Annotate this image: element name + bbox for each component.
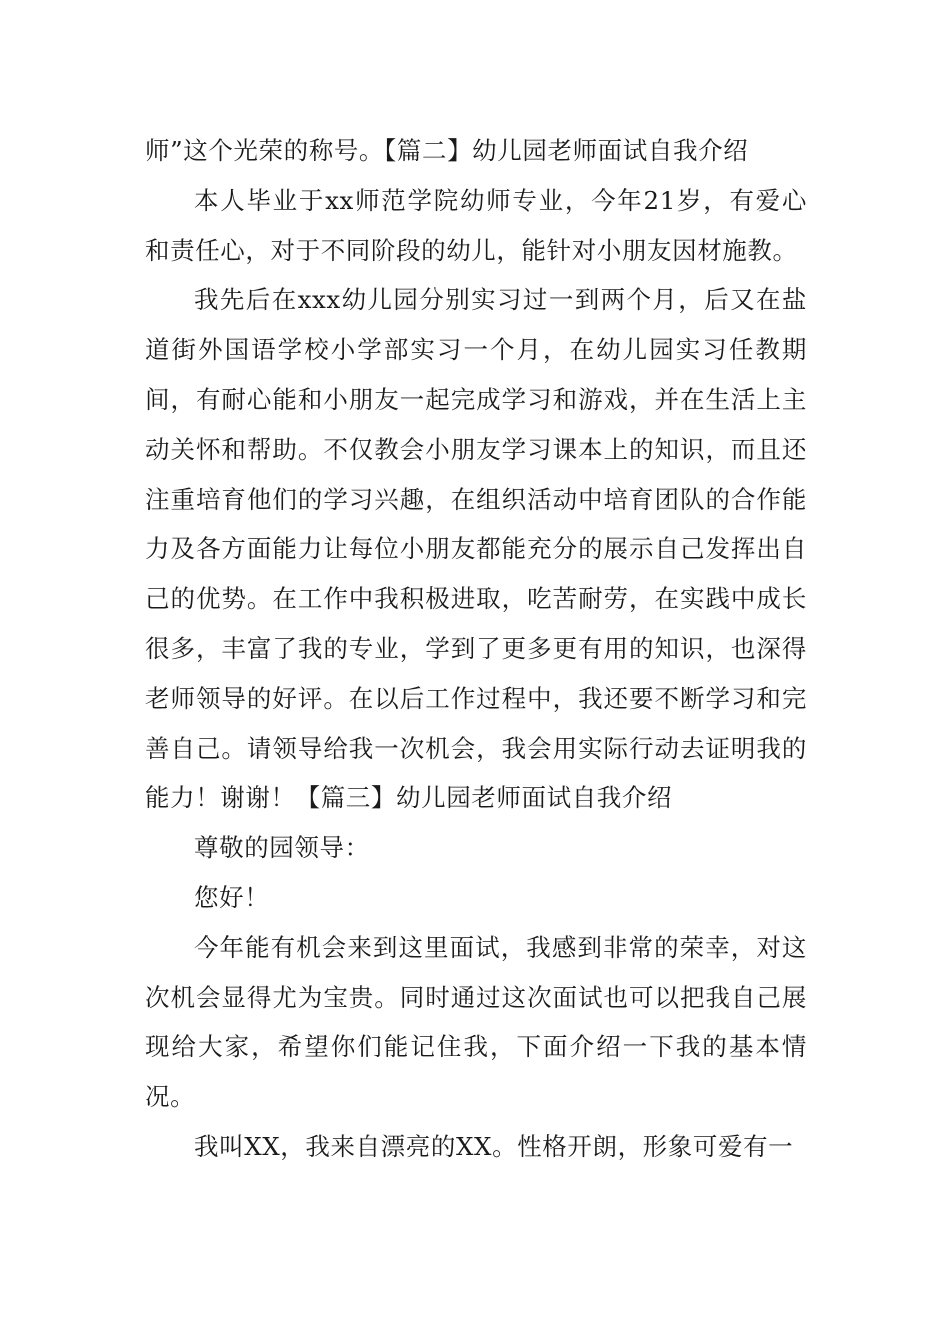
paragraph-education: 本人毕业于xx师范学院幼师专业，今年21岁，有爱心和责任心，对于不同阶段的幼儿，能针对小朋友因材施教。 bbox=[145, 185, 807, 265]
paragraph-continuation: 师”这个光荣的称号。【篇二】幼儿园老师面试自我介绍 bbox=[145, 136, 749, 165]
paragraph-internship: 我先后在xxx幼儿园分别实习过一到两个月，后又在盐道街外国语学校小学部实习一个月，在幼儿园实习任教期间，有耐心能和小朋友一起完成学习和游戏，并在生活上主动关怀和帮助。不仅教会小朋友学习课本上的知识，而且还注重培育他们的学习兴趣，在组织活动中培育团队的合作能力及各方面能力让每位小朋友都能充分的展示自己发挥出自己的优势。在工作中我积极进取，吃苦耐劳，在实践中成长很多，丰富了我的专业，学到了更多更有用的知识，也深得老师领导的好评。在以后工作过程中，我还要不断学习和完善自己。请领导给我一次机会，我会用实际行动去证明我的能力！谢谢！【篇三】幼儿园老师面试自我介绍 bbox=[145, 285, 807, 813]
paragraph-introduction: 我叫XX，我来自漂亮的XX。性格开朗，形象可爱有一 bbox=[194, 1131, 794, 1161]
paragraph-opportunity: 今年能有机会来到这里面试，我感到非常的荣幸，对这次机会显得尤为宝贵。同时通过这次面试也可以把我自己展现给大家，希望你们能记住我，下面介绍一下我的基本情况。 bbox=[145, 932, 807, 1112]
document-body bbox=[145, 126, 807, 1172]
paragraph-greeting: 您好！ bbox=[194, 882, 270, 912]
paragraph-salutation: 尊敬的园领导： bbox=[194, 833, 370, 863]
